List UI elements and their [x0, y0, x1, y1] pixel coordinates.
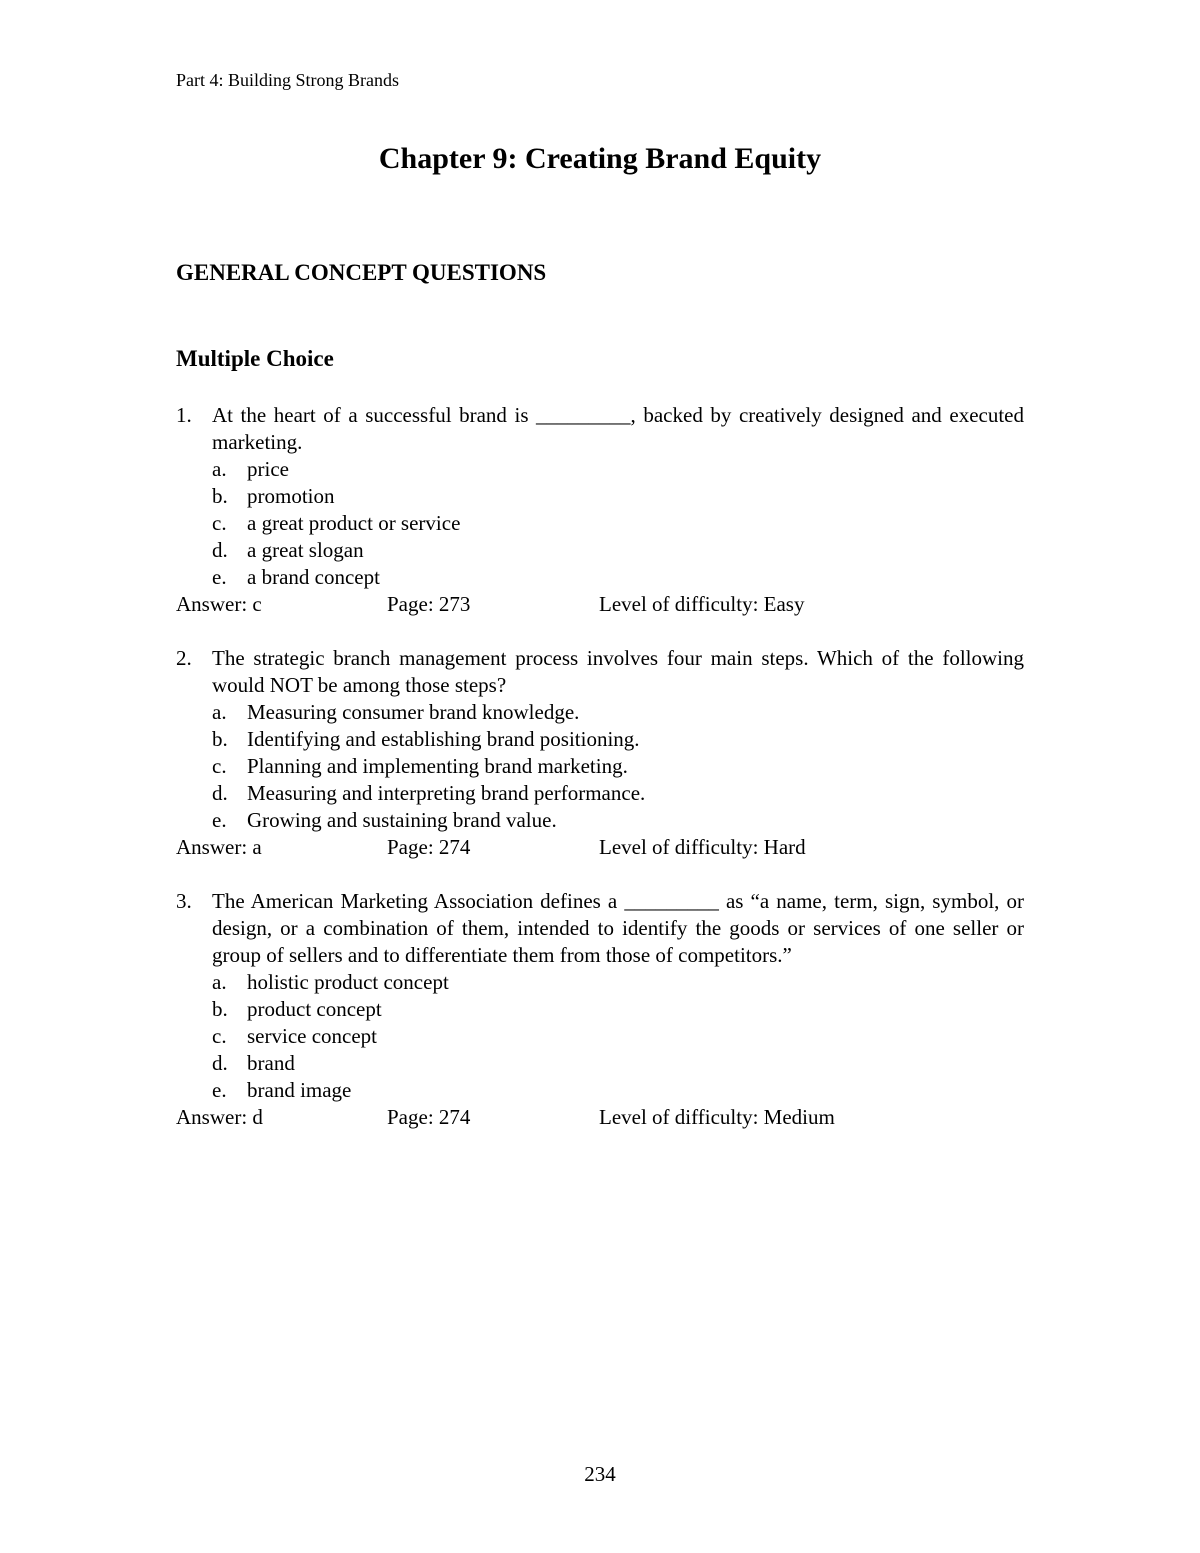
option-letter: e. — [212, 1078, 227, 1102]
section-title: GENERAL CONCEPT QUESTIONS — [176, 260, 547, 285]
question-2 — [176, 645, 1024, 861]
answer-label: Answer: a — [176, 835, 262, 859]
answer-option — [176, 1077, 1024, 1104]
option-letter: a. — [212, 970, 227, 994]
answer-option — [176, 456, 1024, 483]
page-number: 234 — [584, 1462, 616, 1486]
question-1 — [176, 402, 1024, 618]
answer-option — [176, 753, 1024, 780]
difficulty-level: Level of difficulty: Hard — [599, 835, 806, 859]
option-text: Planning and implementing brand marketing. — [247, 754, 628, 778]
answer-option — [176, 807, 1024, 834]
answer-option — [176, 726, 1024, 753]
option-letter: c. — [212, 511, 227, 535]
option-text: promotion — [247, 484, 335, 508]
answer-option — [176, 1050, 1024, 1077]
question-list — [176, 402, 1024, 1158]
option-text: holistic product concept — [247, 970, 449, 994]
answer-key-row — [176, 834, 1024, 861]
option-text: Identifying and establishing brand positioning. — [247, 727, 640, 751]
option-letter: b. — [212, 997, 228, 1021]
page-reference: Page: 274 — [387, 835, 471, 859]
page-reference: Page: 273 — [387, 592, 471, 616]
subsection-title: Multiple Choice — [176, 346, 334, 371]
option-letter: a. — [212, 457, 227, 481]
option-text: brand image — [247, 1078, 352, 1102]
question-text: The American Marketing Association defines a _________ as “a name, term, sign, symbol, or design, or a combination of them, intended to identify the goods or services of one seller or group of sellers and to differentiate them from those of competitors.” — [212, 889, 1024, 967]
question-number: 1. — [176, 403, 192, 427]
question-number: 2. — [176, 646, 192, 670]
option-letter: c. — [212, 1024, 227, 1048]
option-text: Measuring and interpreting brand performance. — [247, 781, 646, 805]
option-text: price — [247, 457, 289, 481]
option-text: Growing and sustaining brand value. — [247, 808, 557, 832]
option-text: a great product or service — [247, 511, 461, 535]
question-3 — [176, 888, 1024, 1131]
answer-label: Answer: d — [176, 1105, 263, 1129]
answer-option — [176, 969, 1024, 996]
answer-option — [176, 483, 1024, 510]
option-letter: c. — [212, 754, 227, 778]
option-letter: e. — [212, 565, 227, 589]
option-letter: d. — [212, 538, 228, 562]
option-letter: b. — [212, 484, 228, 508]
answer-option — [176, 510, 1024, 537]
answer-option — [176, 1023, 1024, 1050]
difficulty-level: Level of difficulty: Easy — [599, 592, 805, 616]
answer-option — [176, 537, 1024, 564]
answer-label: Answer: c — [176, 592, 262, 616]
difficulty-level: Level of difficulty: Medium — [599, 1105, 835, 1129]
answer-option — [176, 699, 1024, 726]
chapter-title: Chapter 9: Creating Brand Equity — [378, 142, 822, 175]
question-text: The strategic branch management process involves four main steps. Which of the following would NOT be among those steps? — [212, 646, 1024, 697]
page-reference: Page: 274 — [387, 1105, 471, 1129]
option-text: brand — [247, 1051, 295, 1075]
option-letter: d. — [212, 1051, 228, 1075]
answer-key-row — [176, 591, 1024, 618]
answer-option — [176, 996, 1024, 1023]
option-text: Measuring consumer brand knowledge. — [247, 700, 580, 724]
option-letter: d. — [212, 781, 228, 805]
answer-option — [176, 564, 1024, 591]
question-text: At the heart of a successful brand is _________, backed by creatively designed and executed marketing. — [212, 403, 1024, 454]
answer-option — [176, 780, 1024, 807]
option-letter: a. — [212, 700, 227, 724]
option-letter: e. — [212, 808, 227, 832]
option-text: service concept — [247, 1024, 378, 1048]
option-text: product concept — [247, 997, 382, 1021]
option-text: a brand concept — [247, 565, 380, 589]
option-letter: b. — [212, 727, 228, 751]
running-head: Part 4: Building Strong Brands — [176, 70, 400, 90]
answer-key-row — [176, 1104, 1024, 1131]
option-text: a great slogan — [247, 538, 364, 562]
question-number: 3. — [176, 889, 192, 913]
